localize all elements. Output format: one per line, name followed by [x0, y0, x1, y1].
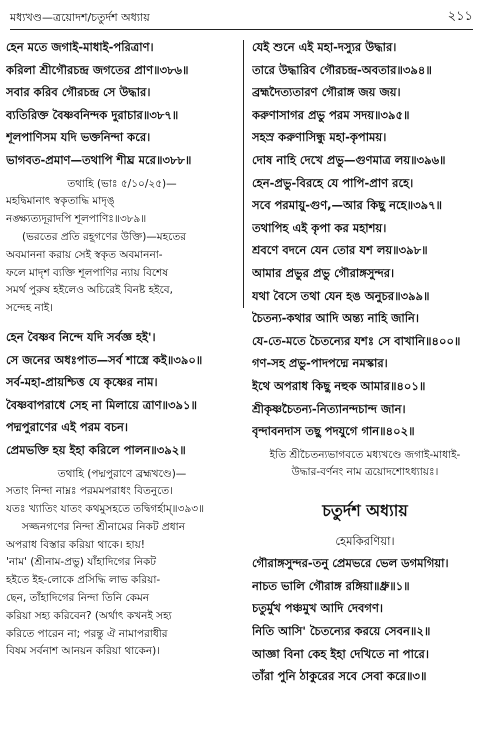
commentary-line: অপরাধ বিস্তার করিয়া থাকে। হায়!: [6, 538, 145, 551]
verse-line: ব্রহ্মদৈত্যতারণ গৌরাঙ্গ জয় জয়।: [252, 85, 401, 100]
commentary-line: করিতে পারেন না; পরন্তু ঐ নামাপরাধীর: [6, 627, 168, 640]
verse-line: ভাগবত-প্রমাণ—তথাপি শীঘ্র মরে॥৩৮৮॥: [6, 152, 192, 167]
commentary-line: সজ্জনগণের নিন্দা শ্রীনামের নিকট প্রধান: [22, 520, 185, 533]
commentary-line: ফলে মাদৃশ ব্যক্তি শূলপাণির ন্যায় বিশেষ: [6, 266, 169, 279]
scripture-reference: তথাহি (ভাঃ ৫/১০/২৫)—: [67, 177, 177, 190]
commentary-line: 'নাম' (শ্রীনাম-প্রভু) যাঁহাদিগের নিকট: [6, 556, 157, 569]
commentary-line: সন্দেহ নাই।: [6, 302, 53, 315]
verse-line: সে জনের অধঃপাত—সর্ব শাস্ত্রে কই॥৩৯০॥: [6, 352, 203, 367]
verse-line: আমার প্রভুর প্রভু গৌরাঙ্গসুন্দর।: [252, 265, 395, 280]
colophon-line: উদ্ধার-বর্ণনং নাম ত্রয়োদশোঽধ্যায়ঃ।: [291, 466, 439, 479]
verse-line: তারে উদ্ধারিব গৌরচন্দ্র-অবতার॥৩৯৪॥: [252, 62, 432, 77]
verse-line: নাচত ভালি গৌরাঙ্গ রঙ্গিয়া॥ধ্রু॥১॥: [252, 578, 410, 593]
verse-line: নিতি আসি' চৈতন্যের করয়ে সেবন॥২॥: [252, 624, 431, 639]
verse-line: শূলপাণিসম যদি ভক্তনিন্দা করে।: [6, 130, 151, 145]
verse-line: যেই শুনে এই মহা-দস্যুর উদ্ধার।: [252, 40, 397, 54]
commentary-line: ছেন, তাঁহাদিগের নিন্দা তিনি কেমন: [6, 592, 150, 605]
commentary-line: করিয়া সহ্য করিবেন? (অর্থাৎ কখনই সহ্য: [6, 609, 172, 622]
verse-line: ব্যতিরিক্ত বৈষ্ণবনিন্দক দুরাচার॥৩৮৭॥: [6, 107, 179, 122]
verse-line: হেন বৈষ্ণব নিন্দে যদি সর্বজ্ঞ হই'।: [6, 329, 156, 344]
verse-line: ইথে অপরাধ কিছু নহুক আমার॥৪০১॥: [252, 378, 426, 393]
verse-line: তথাপিহ এই কৃপা কর মহাশয়।: [252, 220, 387, 235]
verse-line: পদ্মপুরাণের এই পরম বচন।: [6, 420, 129, 435]
verse-line: সহস্র করুণাসিন্ধু মহা-কৃপাময়।: [252, 130, 387, 145]
verse-line: গণ-সহ প্রভু-পাদপদ্মে নমস্কার।: [252, 356, 388, 371]
verse-line: প্রেমভক্তি হয় ইহা করিলে পালন॥৩৯২॥: [6, 442, 186, 457]
verse-line: সবার করিব গৌরচন্দ্র সে উদ্ধার।: [6, 85, 151, 100]
verse-line: বৈষ্ণবাপরাধে সেহ না মিলায়ে ত্রাণ॥৩৯১॥: [6, 397, 197, 412]
verse-line: করিলা শ্রীগৌরচন্দ্র জগতের প্রাণ॥৩৮৬॥: [6, 62, 189, 77]
column-divider: [243, 40, 244, 308]
header-rule: [10, 29, 473, 30]
verse-line: যথা বৈসে তথা যেন হঙ অনুচর॥৩৯৯॥: [252, 288, 430, 303]
sanskrit-line: সতাং নিন্দা নাম্নঃ পরমমপরাধং বিতনুতে।: [6, 485, 173, 498]
commentary-line: বিষম সর্বনাশ আনয়ন করিয়া থাকেন)।: [6, 645, 160, 658]
verse-line: চতুর্মুখ পঞ্চমুখ আদি দেবগণ।: [252, 601, 384, 616]
right-column: [252, 36, 478, 688]
verse-line: বৃন্দাবনদাস তছু পদযুগে গান॥৪০২॥: [252, 424, 415, 439]
verse-line: হেন মতে জগাই-মাধাই-পরিত্রাণ।: [6, 40, 154, 54]
verse-line: শ্রীকৃষ্ণচৈতন্য-নিত্যানন্দচান্দ জান।: [252, 401, 406, 416]
left-column: [6, 36, 238, 661]
verse-line: যে-তে-মতে চৈতন্যের যশঃ সে বাখানি॥৪০০॥: [252, 333, 461, 348]
verse-line: সর্ব-মহা-প্রায়শ্চিত্ত যে কৃষ্ণের নাম।: [6, 375, 158, 390]
sanskrit-line: নঙ্ক্ষ্যত্যদূরাদপি শূলপাণিঃ॥৩৮৯॥: [6, 213, 147, 226]
verse-line: গৌরাঙ্গসুন্দর-তনু প্রেমভরে ভেল ডগমগিয়া।: [252, 556, 449, 571]
chapter-title: চতুর্দশ অধ্যায়: [322, 501, 408, 521]
commentary-line: অবমাননা করায় সেই স্বকৃত অবমাননা-: [6, 248, 163, 261]
sanskrit-line: মহদ্বিমানাৎ স্বকৃতাদ্ধি মাদৃঙ্: [6, 195, 115, 208]
colophon-line: ইতি শ্রীচৈতন্যভাগবতে মধ্যখণ্ডে জগাই-মাধাই-: [269, 448, 461, 461]
verse-line: দোষ নাহি দেখে প্রভু—গুণমাত্র লয়॥৩৯৬॥: [252, 152, 446, 167]
verse-line: আজ্ঞা বিনা কেহ ইহা দেখিতে না পারে।: [252, 646, 429, 661]
commentary-line: হইতে ইহ-লোকে প্রসিদ্ধি লাভ করিয়া-: [6, 574, 161, 587]
sanskrit-line: যতঃ খ্যাতিং যাতং কথমুসহতে তদ্বিগর্হাম্॥৩৯৩॥: [6, 503, 205, 516]
verse-line: তাঁরা পুনি ঠাকুরের সবে সেবা করে॥৩॥: [252, 669, 427, 684]
page-number: ২১১: [447, 9, 473, 24]
commentary-line: সমর্থ পুরুষ হইলেও অচিরেই বিনষ্ট হইবে,: [6, 284, 173, 297]
scripture-reference: তথাহি (পদ্মপুরাণে ব্রহ্মখণ্ডে)—: [57, 467, 187, 480]
verse-line: করুণাসাগর প্রভু পরম সদয়॥৩৯৫॥: [252, 107, 410, 122]
verse-line: শ্রবণে বদনে যেন তোর যশ লয়॥৩৯৮॥: [252, 243, 428, 258]
commentary-line: (ভরতের প্রতি রহূগণের উক্তি)—মহতের: [22, 230, 187, 243]
verse-line: সবে পরমায়ু-গুণ,—আর কিছু নহে॥৩৯৭॥: [252, 198, 443, 213]
raga-heading: হেমকিরণিয়া।: [335, 534, 395, 549]
verse-line: হেন-প্রভু-বিরহে যে পাপি-প্রাণ রহে।: [252, 175, 414, 190]
verse-line: চৈতন্য-কথার আদি অন্ত্য নাহি জানি।: [252, 311, 420, 326]
page-header: [6, 6, 477, 30]
running-title: মধ্যখণ্ড—ত্রয়োদশ/চতুর্দশ অধ্যায়: [10, 11, 150, 24]
